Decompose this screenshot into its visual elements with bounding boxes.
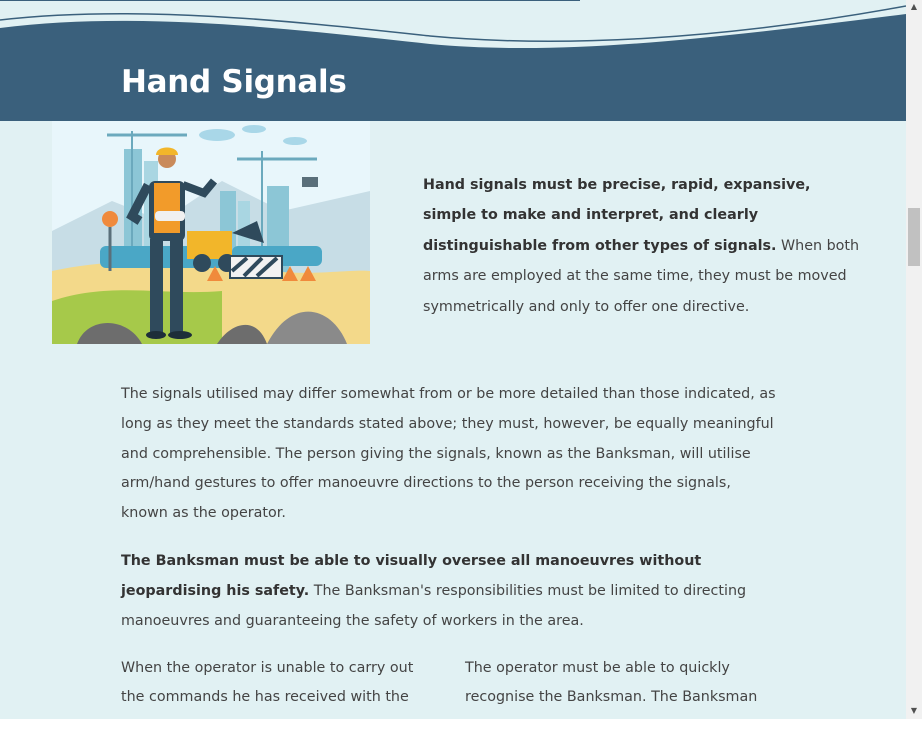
column-left-text: When the operator is unable to carry out the commands he has received with the (121, 660, 414, 706)
intro-bold-text: Hand signals must be precise, rapid, expansive, simple to make and interpret, and clearly distinguishable from other types of signals. (423, 177, 811, 254)
banksman-paragraph (121, 547, 781, 636)
banksman-bold-text: The Banksman must be able to visually oversee all manoeuvres without jeopardising his safety. (121, 553, 702, 599)
page-title: Hand Signals (121, 64, 347, 100)
header-banner (0, 0, 906, 121)
construction-worker-illustration (52, 121, 370, 344)
vertical-scrollbar[interactable] (906, 0, 922, 719)
column-right-text: The operator must be able to quickly recognise the Banksman. The Banksman (465, 660, 758, 706)
scroll-up-arrow-icon[interactable]: ▲ (910, 2, 918, 11)
banksman-text: The Banksman's responsibilities must be limited to directing manoeuvres and guaranteeing the safety of workers in the area. (121, 582, 747, 629)
intro-text: When both arms are employed at the same time, they must be moved symmetrically and only to offer one directive. (423, 237, 860, 315)
scrollbar-thumb[interactable] (908, 208, 920, 266)
window-bottom-edge (0, 719, 922, 744)
intro-paragraph (423, 170, 863, 322)
scroll-down-arrow-icon[interactable]: ▼ (910, 706, 918, 715)
signals-paragraph: The signals utilised may differ somewhat from or be more detailed than those indicated, as long as they meet the standards stated above; they must, however, be equally meaningful and comprehensible. The person giving the signals, known as the Banksman, will utilise arm/hand gestures to offer manoeuvre directions to the person receiving the signals, known as the operator. (121, 386, 776, 522)
